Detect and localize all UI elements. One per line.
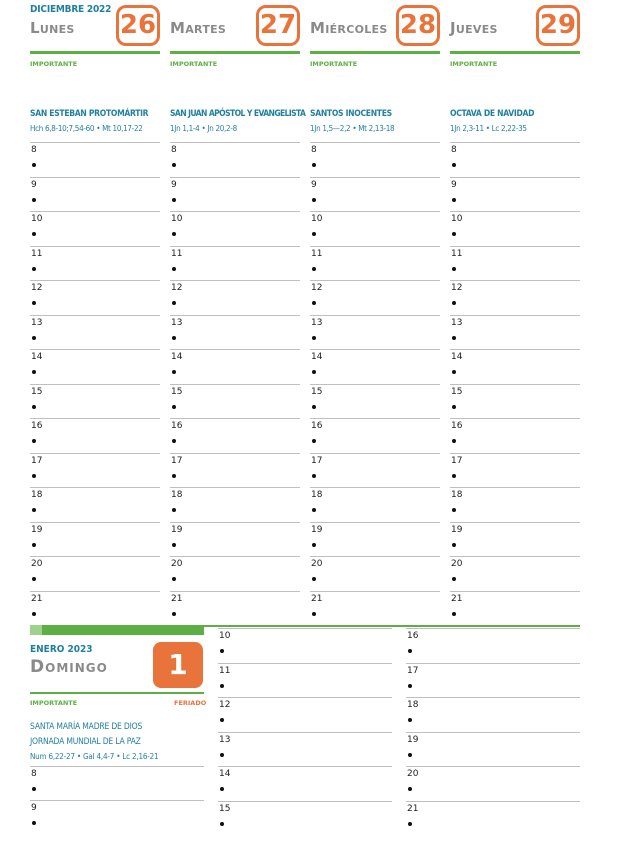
hour-slot[interactable] <box>170 315 300 350</box>
bullet-icon <box>220 684 224 688</box>
saint-title: OCTAVA DE NAVIDAD <box>450 109 535 119</box>
hour-label: 19 <box>171 524 183 535</box>
hour-label: 19 <box>451 524 463 535</box>
bullet-icon <box>408 649 412 653</box>
day-number: 29 <box>536 5 580 46</box>
bullet-icon <box>172 301 176 305</box>
hour-slot[interactable] <box>218 801 392 836</box>
day-name: Miércoles <box>310 19 388 37</box>
hour-label: 12 <box>219 700 231 710</box>
bullet-icon <box>408 787 412 791</box>
bullet-icon <box>172 474 176 478</box>
bullet-icon <box>32 508 36 512</box>
hour-label: 12 <box>451 283 463 293</box>
hour-label: 17 <box>451 455 463 466</box>
hour-label: 20 <box>311 559 323 569</box>
bullet-icon <box>452 232 456 236</box>
bullet-icon <box>312 612 316 616</box>
bullet-icon <box>32 405 36 409</box>
bullet-icon <box>312 198 316 202</box>
hour-label: 17 <box>31 455 43 466</box>
hour-label: 12 <box>31 283 43 293</box>
hour-slot[interactable] <box>30 349 160 384</box>
hour-label: 14 <box>171 352 183 362</box>
sunday-day-number: 1 <box>153 642 203 688</box>
hour-label: 16 <box>171 421 183 431</box>
hour-slot[interactable] <box>218 628 392 663</box>
bullet-icon <box>452 474 456 478</box>
hour-label: 13 <box>171 317 183 328</box>
hour-label: 13 <box>31 317 43 328</box>
hour-label: 15 <box>31 386 43 397</box>
bullet-icon <box>312 267 316 271</box>
bullet-icon <box>408 684 412 688</box>
bullet-icon <box>220 787 224 791</box>
bullet-icon <box>32 370 36 374</box>
hour-slot[interactable] <box>310 246 440 281</box>
sunday-divider <box>30 692 204 694</box>
bullet-icon <box>312 301 316 305</box>
header-divider <box>170 51 300 54</box>
hour-slot[interactable] <box>310 453 440 488</box>
hour-slot[interactable] <box>30 522 160 557</box>
bullet-icon <box>220 649 224 653</box>
bullet-icon <box>172 370 176 374</box>
sunday-feast: SANTA MARÍA MADRE DE DIOS <box>30 722 143 732</box>
hour-slot[interactable] <box>170 522 300 557</box>
hour-slot[interactable] <box>30 177 160 212</box>
hour-slot[interactable] <box>450 453 580 488</box>
hour-slot[interactable] <box>30 246 160 281</box>
hour-slot[interactable] <box>218 766 392 801</box>
bullet-icon <box>32 198 36 202</box>
hour-slot[interactable] <box>170 142 300 177</box>
bullet-icon <box>172 577 176 581</box>
sunday-month-label: ENERO 2023 <box>30 644 93 655</box>
header-divider <box>450 51 580 54</box>
hour-slot[interactable] <box>406 628 580 663</box>
hour-label: 13 <box>311 317 323 328</box>
bullet-icon <box>32 543 36 547</box>
hour-slot[interactable] <box>30 280 160 315</box>
readings: Hch 6,8-10;7,54-60 • Mt 10,17-22 <box>30 124 143 133</box>
hour-label: 9 <box>171 179 177 190</box>
hour-slot[interactable] <box>406 801 580 836</box>
hour-slot[interactable] <box>450 315 580 350</box>
bullet-icon <box>452 198 456 202</box>
bullet-icon <box>408 753 412 757</box>
bullet-icon <box>452 405 456 409</box>
hour-label: 21 <box>311 593 323 604</box>
hour-slot[interactable] <box>406 697 580 732</box>
hour-label: 18 <box>407 700 419 710</box>
hour-label: 8 <box>451 145 457 155</box>
hour-slot[interactable] <box>170 487 300 522</box>
hour-slot[interactable] <box>450 211 580 246</box>
hour-slot[interactable] <box>30 384 160 419</box>
hour-slot[interactable] <box>30 211 160 246</box>
bullet-icon <box>32 439 36 443</box>
hour-label: 18 <box>451 490 463 500</box>
bullet-icon <box>220 718 224 722</box>
hour-label: 16 <box>31 421 43 431</box>
day-number: 26 <box>116 5 160 46</box>
sunday-readings: Num 6,22-27 • Gal 4,4-7 • Lc 2,16-21 <box>30 752 159 761</box>
bullet-icon <box>452 543 456 547</box>
hour-slot[interactable] <box>170 177 300 212</box>
hour-slot[interactable] <box>406 663 580 698</box>
bullet-icon <box>172 508 176 512</box>
hour-slot[interactable] <box>406 766 580 801</box>
hour-label: 19 <box>31 524 43 535</box>
bullet-icon <box>172 543 176 547</box>
bullet-icon <box>172 612 176 616</box>
hour-label: 17 <box>311 455 323 466</box>
hour-label: 9 <box>311 179 317 190</box>
bullet-icon <box>220 822 224 826</box>
importante-label: IMPORTANTE <box>170 60 218 68</box>
sunday-day-name: Domingo <box>30 657 108 677</box>
readings: 1Jn 1,1-4 • Jn 20,2-8 <box>170 124 237 133</box>
hour-label: 15 <box>219 803 231 814</box>
hour-label: 21 <box>31 593 43 604</box>
readings: 1Jn 1,5—2,2 • Mt 2,13-18 <box>310 124 395 133</box>
hour-slot[interactable] <box>30 800 204 835</box>
hour-label: 13 <box>219 734 231 745</box>
hour-label: 11 <box>31 248 43 259</box>
bullet-icon <box>452 267 456 271</box>
hour-label: 11 <box>311 248 323 259</box>
hour-slot[interactable] <box>450 280 580 315</box>
day-name: Martes <box>170 19 227 37</box>
hour-label: 16 <box>451 421 463 431</box>
bullet-icon <box>452 612 456 616</box>
hour-slot[interactable] <box>170 384 300 419</box>
hour-label: 20 <box>407 769 419 779</box>
hour-slot[interactable] <box>450 487 580 522</box>
hour-label: 20 <box>31 559 43 569</box>
bullet-icon <box>32 612 36 616</box>
bullet-icon <box>172 439 176 443</box>
hour-label: 20 <box>451 559 463 569</box>
bullet-icon <box>172 336 176 340</box>
bullet-icon <box>312 543 316 547</box>
hour-label: 14 <box>451 352 463 362</box>
hour-slot[interactable] <box>310 591 440 626</box>
importante-label: IMPORTANTE <box>30 60 78 68</box>
bullet-icon <box>32 474 36 478</box>
hour-label: 12 <box>171 283 183 293</box>
hour-slot[interactable] <box>450 177 580 212</box>
hour-label: 16 <box>407 631 419 641</box>
hour-slot[interactable] <box>170 591 300 626</box>
hour-slot[interactable] <box>218 697 392 732</box>
hour-slot[interactable] <box>310 487 440 522</box>
hour-label: 11 <box>219 665 231 676</box>
hour-slot[interactable] <box>450 522 580 557</box>
hour-label: 15 <box>451 386 463 397</box>
hour-label: 11 <box>451 248 463 259</box>
hour-slot[interactable] <box>310 384 440 419</box>
hour-slot[interactable] <box>310 177 440 212</box>
day-number: 28 <box>396 5 440 46</box>
bullet-icon <box>32 232 36 236</box>
hour-label: 16 <box>311 421 323 431</box>
hour-slot[interactable] <box>310 315 440 350</box>
bullet-icon <box>32 163 36 167</box>
hour-slot[interactable] <box>450 418 580 453</box>
bullet-icon <box>312 577 316 581</box>
hour-label: 8 <box>31 145 37 155</box>
bullet-icon <box>172 198 176 202</box>
hour-slot[interactable] <box>450 591 580 626</box>
bullet-icon <box>32 821 36 825</box>
bullet-icon <box>312 474 316 478</box>
bullet-icon <box>172 163 176 167</box>
hour-slot[interactable] <box>450 384 580 419</box>
hour-label: 19 <box>407 734 419 745</box>
feriado-label: FERIADO <box>174 699 207 707</box>
hour-slot[interactable] <box>170 246 300 281</box>
bullet-icon <box>312 439 316 443</box>
hour-slot[interactable] <box>310 280 440 315</box>
sunday-observance: JORNADA MUNDIAL DE LA PAZ <box>30 737 141 747</box>
hour-label: 9 <box>31 179 37 190</box>
hour-label: 12 <box>311 283 323 293</box>
hour-slot[interactable] <box>30 418 160 453</box>
bullet-icon <box>32 577 36 581</box>
hour-label: 8 <box>171 145 177 155</box>
hour-slot[interactable] <box>450 142 580 177</box>
hour-label: 18 <box>311 490 323 500</box>
bullet-icon <box>172 405 176 409</box>
sunday-header-bar <box>30 625 204 635</box>
hour-slot[interactable] <box>30 487 160 522</box>
hour-label: 21 <box>171 593 183 604</box>
hour-slot[interactable] <box>218 732 392 767</box>
hour-label: 21 <box>407 803 419 814</box>
hour-slot[interactable] <box>310 211 440 246</box>
hour-slot[interactable] <box>450 556 580 591</box>
bullet-icon <box>32 336 36 340</box>
hour-slot[interactable] <box>450 349 580 384</box>
hour-label: 10 <box>311 214 323 224</box>
hour-slot[interactable] <box>30 766 204 801</box>
saint-title: SAN ESTEBAN PROTOMÁRTIR <box>30 109 149 119</box>
hour-label: 10 <box>31 214 43 224</box>
hour-label: 8 <box>311 145 317 155</box>
bar-accent <box>30 625 42 635</box>
hour-label: 21 <box>451 593 463 604</box>
bullet-icon <box>408 718 412 722</box>
hour-label: 10 <box>219 631 231 641</box>
hour-label: 13 <box>451 317 463 328</box>
hour-slot[interactable] <box>170 280 300 315</box>
hour-label: 10 <box>171 214 183 224</box>
hour-slot[interactable] <box>406 732 580 767</box>
hour-slot[interactable] <box>450 246 580 281</box>
bullet-icon <box>452 301 456 305</box>
header-divider <box>30 51 160 54</box>
sunday-importante-label: IMPORTANTE <box>30 699 78 707</box>
bullet-icon <box>312 232 316 236</box>
day-name: Lunes <box>30 19 75 37</box>
bullet-icon <box>452 439 456 443</box>
bullet-icon <box>312 508 316 512</box>
bullet-icon <box>452 508 456 512</box>
hour-label: 14 <box>311 352 323 362</box>
bullet-icon <box>452 370 456 374</box>
hour-slot[interactable] <box>310 349 440 384</box>
hour-slot[interactable] <box>30 142 160 177</box>
bullet-icon <box>220 753 224 757</box>
hour-label: 15 <box>171 386 183 397</box>
month-label: DICIEMBRE 2022 <box>30 4 112 15</box>
hour-label: 11 <box>171 248 183 259</box>
bullet-icon <box>312 336 316 340</box>
readings: 1Jn 2,3-11 • Lc 2,22-35 <box>450 124 527 133</box>
bullet-icon <box>172 267 176 271</box>
bullet-icon <box>312 405 316 409</box>
importante-label: IMPORTANTE <box>310 60 358 68</box>
hour-slot[interactable] <box>310 522 440 557</box>
hour-slot[interactable] <box>170 556 300 591</box>
hour-label: 9 <box>31 803 37 813</box>
bullet-icon <box>32 787 36 791</box>
hour-label: 14 <box>31 352 43 362</box>
bullet-icon <box>32 301 36 305</box>
bullet-icon <box>452 163 456 167</box>
hour-slot[interactable] <box>218 663 392 698</box>
hour-label: 17 <box>407 665 419 676</box>
hour-slot[interactable] <box>30 453 160 488</box>
header-divider <box>310 51 440 54</box>
hour-slot[interactable] <box>170 418 300 453</box>
saint-title: SANTOS INOCENTES <box>310 109 392 119</box>
hour-label: 14 <box>219 769 231 779</box>
hour-slot[interactable] <box>30 591 160 626</box>
bullet-icon <box>408 822 412 826</box>
bullet-icon <box>452 336 456 340</box>
hour-label: 17 <box>171 455 183 466</box>
hour-slot[interactable] <box>170 211 300 246</box>
hour-label: 10 <box>451 214 463 224</box>
bullet-icon <box>172 232 176 236</box>
importante-label: IMPORTANTE <box>450 60 498 68</box>
day-number: 27 <box>256 5 300 46</box>
hour-slot[interactable] <box>30 556 160 591</box>
hour-slot[interactable] <box>310 556 440 591</box>
hour-label: 18 <box>171 490 183 500</box>
day-name: Jueves <box>450 19 498 37</box>
hour-slot[interactable] <box>310 418 440 453</box>
bullet-icon <box>32 267 36 271</box>
hour-label: 18 <box>31 490 43 500</box>
bullet-icon <box>312 370 316 374</box>
hour-label: 8 <box>31 769 37 779</box>
bullet-icon <box>312 163 316 167</box>
hour-slot[interactable] <box>30 315 160 350</box>
hour-label: 9 <box>451 179 457 190</box>
saint-title: SAN JUAN APÓSTOL Y EVANGELISTA <box>170 109 306 119</box>
hour-label: 20 <box>171 559 183 569</box>
hour-slot[interactable] <box>310 142 440 177</box>
hour-label: 15 <box>311 386 323 397</box>
bullet-icon <box>452 577 456 581</box>
hour-label: 19 <box>311 524 323 535</box>
hour-slot[interactable] <box>170 349 300 384</box>
hour-slot[interactable] <box>170 453 300 488</box>
